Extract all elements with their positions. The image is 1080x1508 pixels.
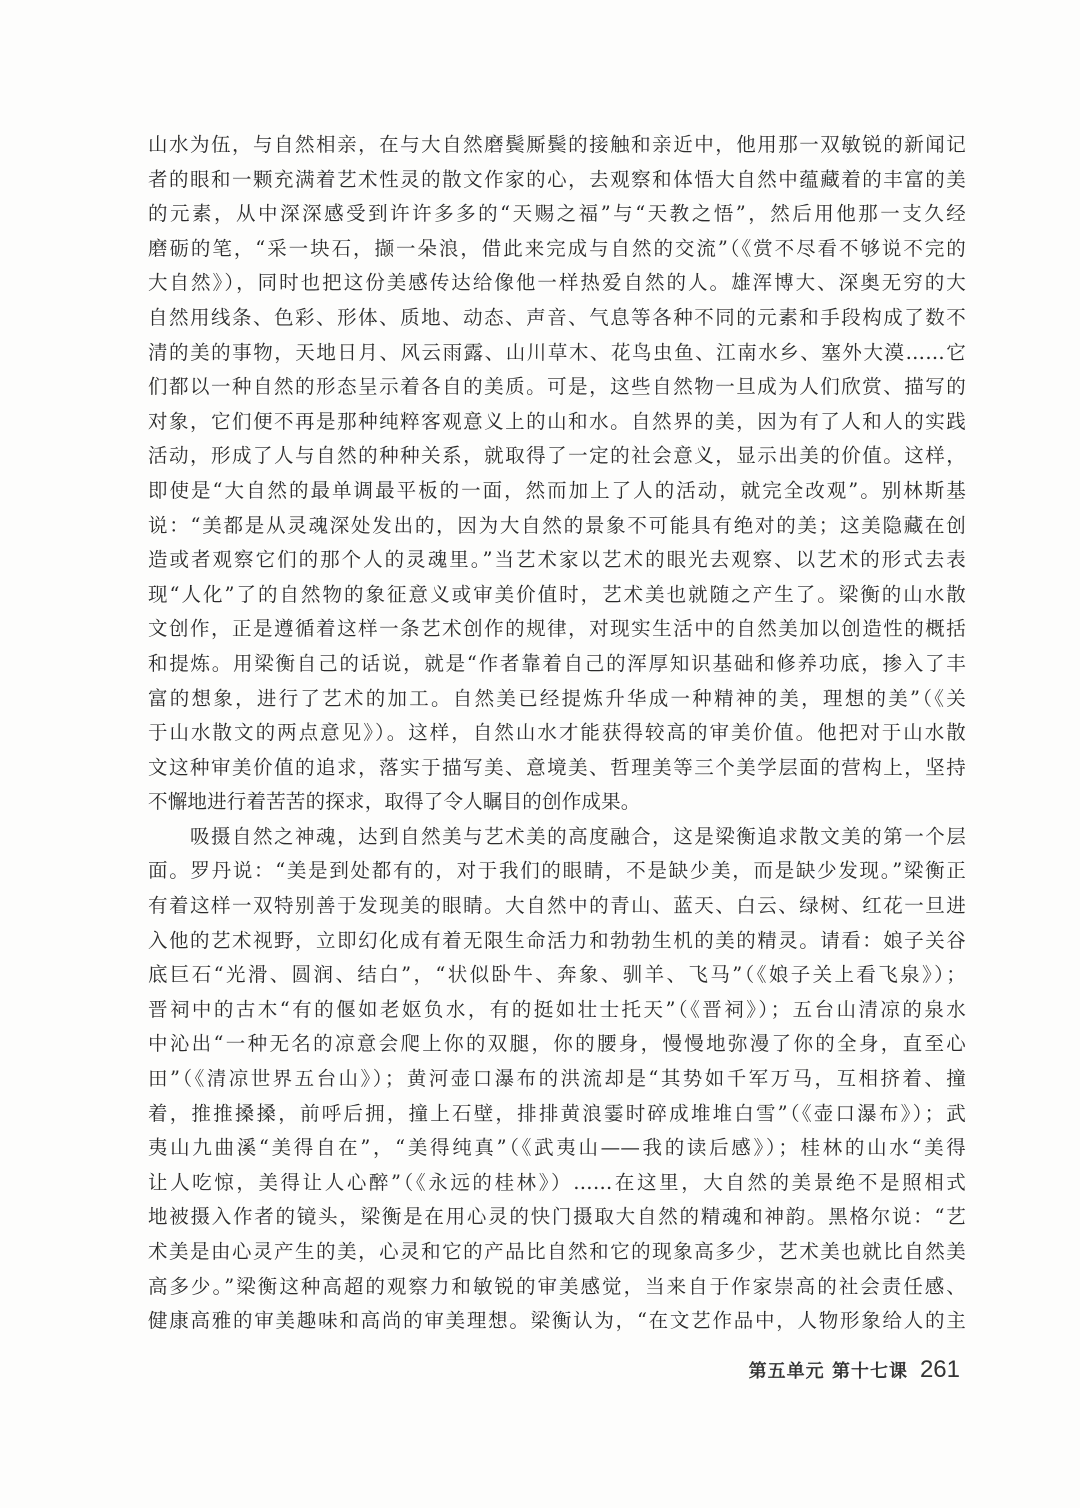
text-line: 现“人化”了的自然物的象征意义或审美价值时，艺术美也就随之产生了。梁衡的山水散: [148, 582, 966, 606]
text-line: 大自然》），同时也把这份美感传达给像他一样热爱自然的人。雄浑博大、深奥无穷的大: [148, 271, 966, 295]
text-line: 们都以一种自然的形态呈示着各自的美质。可是，这些自然物一旦成为人们欣赏、描写的: [148, 375, 966, 399]
text-line: 自然用线条、色彩、形体、质地、动态、声音、气息等各种不同的元素和手段构成了数不: [148, 305, 966, 329]
text-line: 和提炼。用梁衡自己的话说，就是“作者靠着自己的浑厚知识基础和修养功底，掺入了丰: [148, 651, 966, 675]
text-line: 造或者观察它们的那个人的灵魂里。”当艺术家以艺术的眼光去观察、以艺术的形式去表: [148, 548, 966, 572]
page-footer: [700, 1350, 960, 1390]
text-line: 者的眼和一颗充满着艺术性灵的散文作家的心，去观察和体悟大自然中蕴藏着的丰富的美: [148, 167, 966, 191]
text-line: 健康高雅的审美趣味和高尚的审美理想。梁衡认为，“在文艺作品中，人物形象给人的主: [148, 1309, 966, 1333]
text-line: 对象，它们便不再是那种纯粹客观意义上的山和水。自然界的美，因为有了人和人的实践: [148, 409, 966, 433]
text-line: 山水为伍，与自然相亲，在与大自然磨鬓厮鬓的接触和亲近中，他用那一双敏锐的新闻记: [148, 133, 966, 156]
text-line: 磨砺的笔，“采一块石，撷一朵浪，借此来完成与自然的交流”（《赏不尽看不够说不完的: [148, 236, 966, 260]
text-line: 田”（《清凉世界五台山》）；黄河壶口瀑布的洪流却是“其势如千军万马，互相挤着、撞: [148, 1067, 966, 1091]
text-line: 中沁出“一种无名的凉意会爬上你的双腿，你的腰身，慢慢地弥漫了你的全身，直至心: [148, 1032, 966, 1056]
unit-lesson-label: 第五单元 第十七课: [748, 1361, 908, 1382]
text-line: 有着这样一双特别善于发现美的眼睛。大自然中的青山、蓝天、白云、绿树、红花一旦进: [148, 894, 966, 918]
text-line: 入他的艺术视野，立即幻化成有着无限生命活力和勃勃生机的美的精灵。请看：娘子关谷: [148, 928, 966, 952]
text-line: 底巨石“光滑、圆润、结白”，“状似卧牛、奔象、驯羊、飞马”（《娘子关上看飞泉》）；: [148, 963, 966, 987]
text-line: 文这种审美价值的追求，落实于描写美、意境美、哲理美等三个美学层面的营构上，坚持: [148, 755, 966, 779]
page-number: 261: [919, 1356, 960, 1383]
text-line: 晋祠中的古木“有的偃如老妪负水，有的挺如壮士托天”（《晋祠》）；五台山清凉的泉水: [148, 997, 966, 1021]
body-text: [148, 128, 966, 1339]
text-line: 清的美的事物，天地日月、风云雨露、山川草木、花鸟虫鱼、江南水乡、塞外大漠……它: [148, 340, 966, 364]
text-line: 说：“美都是从灵魂深处发出的，因为大自然的景象不可能具有绝对的美；这美隐藏在创: [148, 513, 966, 537]
text-line: 高多少。”梁衡这种高超的观察力和敏锐的审美感觉，当来自于作家崇高的社会责任感、: [148, 1274, 966, 1298]
text-line: 的元素，从中深深感受到许许多多的“天赐之福”与“天教之悟”，然后用他那一支久经: [148, 202, 966, 226]
text-line: 术美是由心灵产生的美，心灵和它的产品比自然和它的现象高多少，艺术美也就比自然美: [148, 1240, 966, 1263]
text-line: 吸摄自然之神魂，达到自然美与艺术美的高度融合，这是梁衡追求散文美的第一个层: [148, 824, 966, 848]
text-line: 不懈地进行着苦苦的探求，取得了令人瞩目的创作成果。: [148, 790, 641, 814]
text-line: 活动，形成了人与自然的种种关系，就取得了一定的社会意义，显示出美的价值。这样，: [148, 444, 966, 468]
text-line: 夷山九曲溪“美得自在”，“美得纯真”（《武夷山——我的读后感》）；桂林的山水“美得: [148, 1136, 966, 1160]
text-line: 面。罗丹说：“美是到处都有的，对于我们的眼睛，不是缺少美，而是缺少发现。”梁衡正: [148, 859, 966, 883]
text-line: 于山水散文的两点意见》）。这样，自然山水才能获得较高的审美价值。他把对于山水散: [148, 721, 966, 745]
text-line: 文创作，正是遵循着这样一条艺术创作的规律，对现实生活中的自然美加以创造性的概括: [148, 617, 966, 641]
text-line: 让人吃惊，美得让人心醉”（《永远的桂林》）……在这里，大自然的美景绝不是照相式: [148, 1170, 966, 1194]
text-line: 富的想象，进行了艺术的加工。自然美已经提炼升华成一种精神的美，理想的美”（《关: [148, 686, 966, 710]
text-line: 着，推推搡搡，前呼后拥，撞上石壁，排排黄浪霎时碎成堆堆白雪”（《壶口瀑布》）；武: [148, 1101, 966, 1125]
text-line: 即使是“大自然的最单调最平板的一面，然而加上了人的活动，就完全改观”。别林斯基: [148, 478, 966, 502]
text-line: 地被摄入作者的镜头，梁衡是在用心灵的快门摄取大自然的精魂和神韵。黑格尔说：“艺: [148, 1205, 966, 1229]
